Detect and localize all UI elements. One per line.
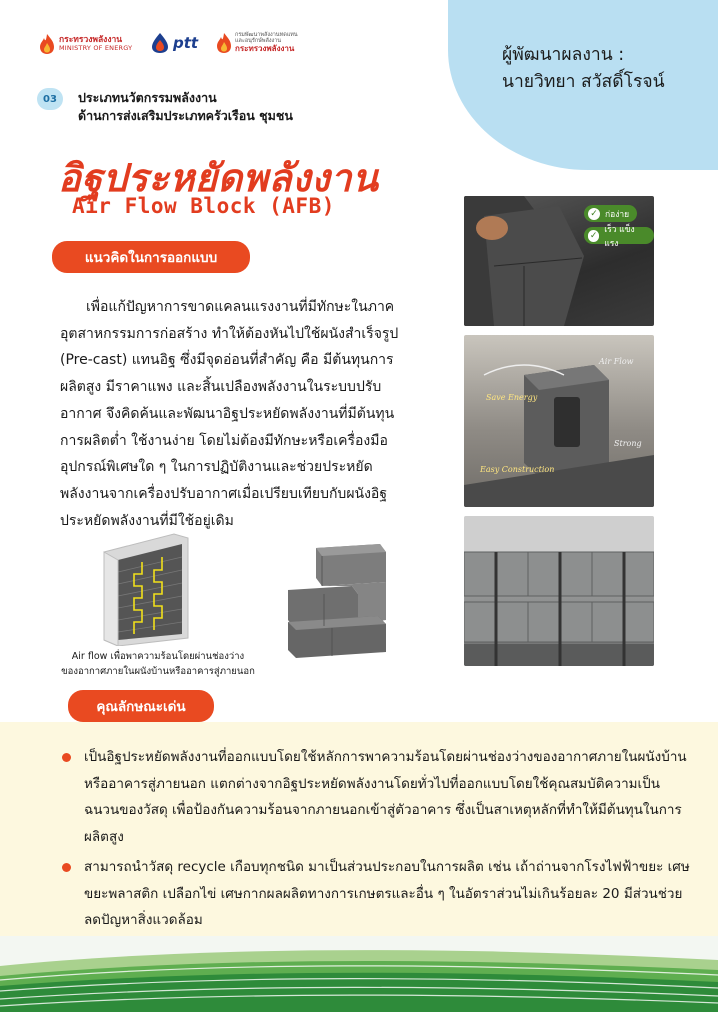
design-concept-paragraph — [60, 294, 416, 534]
dede-name-line1: กรมพัฒนาพลังงานทดแทน — [235, 32, 298, 39]
moe-english-name: MINISTRY OF ENERGY — [59, 44, 133, 53]
label-air-flow: Air Flow — [599, 357, 634, 366]
feature-tag-fast-strong — [584, 224, 654, 249]
photo-block-assembly — [464, 196, 654, 326]
label-strong: Strong — [614, 439, 642, 448]
features-heading: คุณลักษณะเด่น — [68, 690, 214, 722]
moe-thai-name: กระทรวงพลังงาน — [59, 35, 123, 46]
label-easy-construction: Easy Construction — [480, 465, 555, 474]
category-text — [78, 89, 293, 125]
title-thai: อิฐประหยัดพลังงาน — [58, 155, 379, 200]
diagram-caption-line2: ของอากาศภายในผนังบ้านหรืออาคารสู่ภายนอก — [61, 666, 255, 677]
ptt-drop-icon — [150, 32, 170, 54]
dede-logo — [216, 32, 298, 54]
design-concept-text: เพื่อแก้ปัญหาการขาดแคลนแรงงานที่มีทักษะในภาคอุตสาหกรรมการก่อสร้าง ทำให้ต้องหันไปใช้ผนังสำเร็จรูป (Pre-cast) แทนอิฐ ซึ่งมีจุดอ่อนที่สำคัญ คือ มีต้นทุนการผลิตสูง มีราคาแพง และสิ้นเปลืองพลังงานในระบบปรับอากาศ จึงคิดค้นและพัฒนาอิฐประหยัดพลังงานที่มีต้นทุนการผลิตต่ำ ใช้งานง่าย โดยไม่ต้องมีทักษะหรือเครื่องมืออุปกรณ์พิเศษใด ๆ ในการปฏิบัติงานและช่วยประหยัดพลังงานจากเครื่องปรับอากาศเมื่อเปรียบเทียบกับผนังอิฐประหยัดพลังงานที่มีใช้อยู่เดิม — [60, 299, 399, 529]
title-english: Air Flow Block (AFB) — [72, 194, 335, 218]
dede-name-line2: และอนุรักษ์พลังงาน — [235, 37, 282, 44]
ministry-of-energy-logo — [38, 33, 132, 55]
flame-icon — [216, 32, 232, 54]
feature-tag-fast-strong-label: เร็ว แข็งแรง — [604, 224, 635, 249]
design-concept-heading: แนวคิดในการออกแบบ — [52, 241, 250, 273]
photo-block-airflow — [464, 335, 654, 507]
developer-label: ผู้พัฒนาผลงาน : — [502, 45, 625, 65]
checkmark-icon: ✓ — [588, 208, 600, 220]
developer-name: นายวิทยา สวัสดิ์โรจน์ — [502, 72, 665, 92]
feature-tag-easy — [584, 205, 637, 222]
wall-airflow-diagram — [96, 530, 196, 646]
ptt-logo — [150, 32, 198, 54]
developer-info — [502, 42, 665, 96]
ptt-wordmark: ptt — [173, 34, 199, 52]
list-item: เป็นอิฐประหยัดพลังงานที่ออกแบบโดยใช้หลักการพาความร้อนโดยผ่านช่องว่างของอากาศภายในผนังบ้านหรืออาคารสู่ภายนอก แตกต่างจากอิฐประหยัดพลังงานโดยทั่วไปที่ออกแบบโดยใช้คุณสมบัติความเป็นฉนวนของวัสดุ เพื่อป้องกันความร้อนจากภายนอกเข้าสู่ตัวอาคาร ซึ่งเป็นสาเหตุหลักที่ทำให้มีต้นทุนในการผลิตสูง — [62, 744, 692, 850]
dede-name-line3: กระทรวงพลังงาน — [235, 43, 295, 53]
category-line1: ประเภทนวัตกรรมพลังงาน — [78, 90, 217, 105]
feature-tag-easy-label: ก่อง่าย — [605, 209, 630, 220]
features-list — [62, 744, 692, 938]
photo-block-pile — [464, 516, 654, 666]
category-number-badge: 03 — [37, 88, 63, 110]
diagram-caption — [28, 649, 288, 679]
flame-icon — [38, 33, 56, 55]
checkmark-icon: ✓ — [589, 230, 598, 241]
label-save-energy: Save Energy — [486, 393, 538, 402]
diagram-caption-line1: Air flow เพื่อพาความร้อนโดยผ่านช่องว่าง — [71, 651, 245, 662]
category-line2: ด้านการส่งเสริมประเภทครัวเรือน ชุมชน — [78, 108, 293, 123]
block-stack-image — [282, 542, 392, 660]
bottom-wave-decoration — [0, 936, 718, 1012]
list-item: สามารถนำวัสดุ recycle เกือบทุกชนิด มาเป็นส่วนประกอบในการผลิต เช่น เถ้าถ่านจากโรงไฟฟ้าขยะ เศษขยะพลาสติก เปลือกไข่ เศษกากผลผลิตทางการเกษตรและอื่น ๆ ในอัตราส่วนไม่เกินร้อยละ 20 มีส่วนช่วยลดปัญหาสิ่งแวดล้อม — [62, 854, 692, 934]
